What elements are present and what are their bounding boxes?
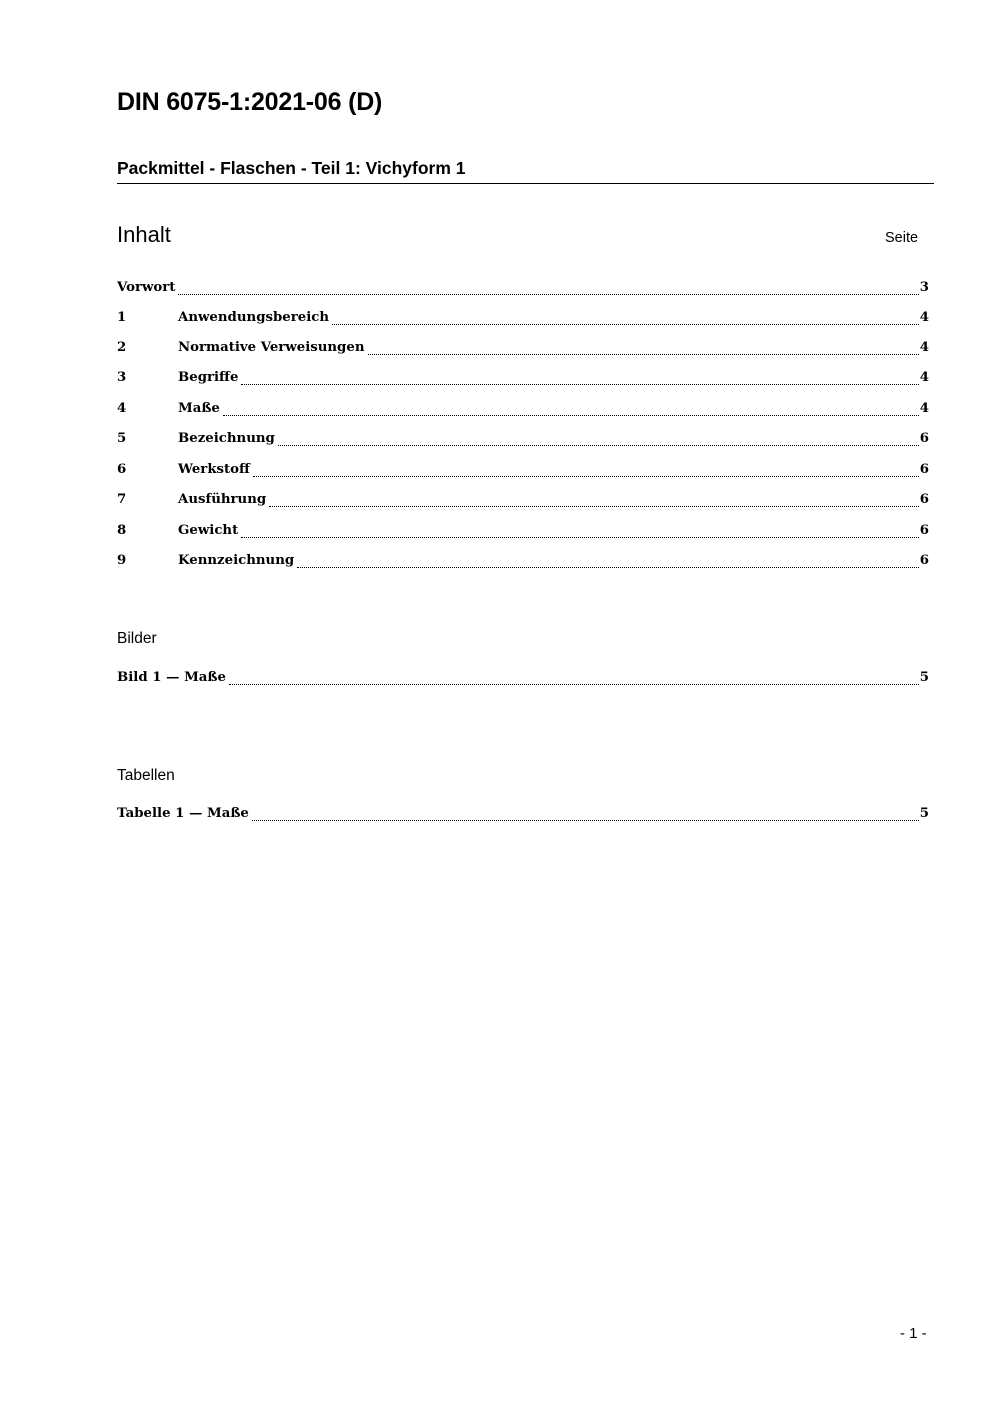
toc-entry-1[interactable] [117, 310, 929, 330]
toc-entry-number: 8 [117, 523, 127, 538]
table-entry-1[interactable] [117, 806, 929, 826]
toc-entry-page: 6 [919, 462, 929, 477]
toc-entry-page: 4 [919, 401, 929, 416]
toc-entry-9[interactable] [117, 553, 929, 573]
toc-entry-number: 4 [117, 401, 127, 416]
toc-entry-5[interactable] [117, 431, 929, 451]
toc-entry-title: Maße [178, 401, 220, 416]
table-entry-page: 5 [919, 806, 929, 821]
toc-entry-title: Ausführung [178, 492, 267, 507]
toc-entry-title: Werkstoff [178, 462, 250, 477]
toc-entry-page: 6 [919, 553, 929, 568]
dot-leader [241, 384, 918, 385]
dot-leader [178, 294, 918, 295]
dot-leader [229, 684, 919, 685]
page-number: - 1 - [900, 1325, 927, 1342]
toc-heading: Inhalt [117, 222, 171, 247]
dot-leader [241, 537, 919, 538]
figure-entry-1[interactable] [117, 670, 929, 690]
toc-entry-8[interactable] [117, 523, 929, 543]
toc-entry-number: 7 [117, 492, 127, 507]
tables-heading: Tabellen [117, 767, 175, 784]
figure-entry-title: Bild 1 — Maße [117, 670, 226, 685]
toc-entry-number: 3 [117, 370, 127, 385]
toc-entry-title: Vorwort [117, 280, 176, 295]
toc-entry-4[interactable] [117, 401, 929, 421]
dot-leader [252, 820, 919, 821]
subtitle-divider [117, 183, 934, 184]
toc-entry-title: Anwendungsbereich [178, 310, 330, 325]
toc-entry-page: 6 [919, 523, 929, 538]
toc-entry-page: 3 [919, 280, 929, 295]
toc-entry-3[interactable] [117, 370, 929, 390]
figures-heading: Bilder [117, 630, 157, 647]
dot-leader [332, 324, 919, 325]
figure-entry-page: 5 [919, 670, 929, 685]
toc-entry-page: 4 [919, 340, 929, 355]
dot-leader [223, 415, 919, 416]
toc-entry-page: 4 [919, 370, 929, 385]
toc-entry-7[interactable] [117, 492, 929, 512]
toc-entry-title: Bezeichnung [178, 431, 275, 446]
toc-entry-number: 1 [117, 310, 127, 325]
toc-entry-title: Normative Verweisungen [178, 340, 365, 355]
document-subtitle: Packmittel - Flaschen - Teil 1: Vichyform 1 [117, 158, 466, 178]
dot-leader [297, 567, 919, 568]
toc-entry-number: 6 [117, 462, 127, 477]
dot-leader [269, 506, 919, 507]
toc-entry-title: Begriffe [178, 370, 239, 385]
toc-entry-vorwort[interactable] [117, 280, 929, 300]
toc-entry-number: 2 [117, 340, 127, 355]
table-entry-title: Tabelle 1 — Maße [117, 806, 249, 821]
toc-entry-6[interactable] [117, 462, 929, 482]
toc-entry-2[interactable] [117, 340, 929, 360]
dot-leader [278, 445, 919, 446]
document-title: DIN 6075-1:2021-06 (D) [117, 88, 383, 116]
dot-leader [253, 476, 919, 477]
toc-entry-page: 6 [919, 492, 929, 507]
toc-entry-number: 5 [117, 431, 127, 446]
toc-entry-title: Kennzeichnung [178, 553, 295, 568]
toc-entry-page: 4 [919, 310, 929, 325]
toc-entry-number: 9 [117, 553, 127, 568]
dot-leader [368, 354, 919, 355]
page-column-label: Seite [885, 230, 919, 246]
toc-entry-title: Gewicht [178, 523, 239, 538]
toc-entry-page: 6 [919, 431, 929, 446]
